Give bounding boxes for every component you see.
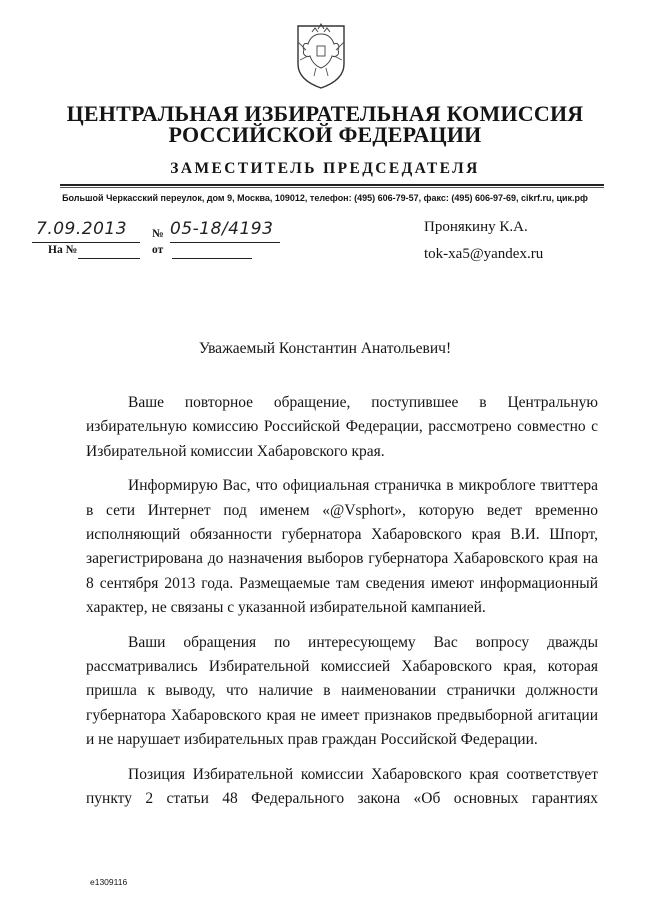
reference-date-label: от (152, 244, 164, 256)
document-code: e1309116 (90, 877, 128, 887)
reference-date-blank (172, 258, 252, 259)
paragraph: Информирую Вас, что официальная страничка в микроблоге твиттера в сети Интернет под именем «@Vsphort», которую ведет временно исполняющий обязанности губернатора Хабаровского края В.И. Шпорт, зарегистрирована до назначения выборов губернатора Хабаровского края на 8 сентября 2013 года. Размещаемые там сведения имеют информационный характер, не связаны с указанной избирательной кампанией. (86, 477, 598, 617)
reference-number-blank (78, 258, 140, 259)
handwritten-outgoing-number: 05-18/4193 (170, 219, 274, 239)
salutation: Уважаемый Константин Анатольевич! (198, 340, 452, 357)
date-underline (32, 242, 140, 243)
handwritten-date: 7.09.2013 (36, 219, 128, 239)
number-label: № (152, 228, 164, 240)
coat-of-arms-icon (294, 20, 348, 90)
header-divider (60, 184, 604, 186)
recipient-email: tok-xa5@yandex.ru (424, 246, 544, 262)
paragraph: Позиция Избирательной комиссии Хабаровского края соответствует пункту 2 статьи 48 Федерального закона «Об основных гарантиях (86, 765, 598, 808)
address-line: Большой Черкасский переулок, дом 9, Москва, 109012, телефон: (495) 606-79-57, факс: (495) 606-97-69, cikrf.ru, цик.рф (62, 193, 588, 203)
header-divider-thin (60, 187, 604, 188)
reference-number-label: На № (48, 244, 78, 256)
org-name-line1: ЦЕНТРАЛЬНАЯ ИЗБИРАТЕЛЬНАЯ КОМИССИЯ (66, 101, 584, 126)
paragraph: Ваши обращения по интересующему Вас вопросу дважды рассматривались Избирательной комиссией Хабаровского края, которая пришла к выводу, что наличие в наименовании странички должности губернатора Хабаровского края не имеет признаков предвыборной агитации и не нарушает избирательных прав граждан Российской Федерации. (86, 633, 598, 749)
letter-body (86, 391, 598, 822)
paragraph: Ваше повторное обращение, поступившее в Центральную избирательную комиссию Российской Федерации, рассмотрено совместно с Избирательной комиссии Хабаровского края. (86, 394, 598, 460)
position-title: ЗАМЕСТИТЕЛЬ ПРЕДСЕДАТЕЛЯ (170, 160, 480, 177)
recipient-name: Пронякину К.А. (424, 219, 528, 235)
number-underline (170, 242, 280, 243)
org-name-line2: РОССИЙСКОЙ ФЕДЕРАЦИИ (168, 122, 482, 147)
